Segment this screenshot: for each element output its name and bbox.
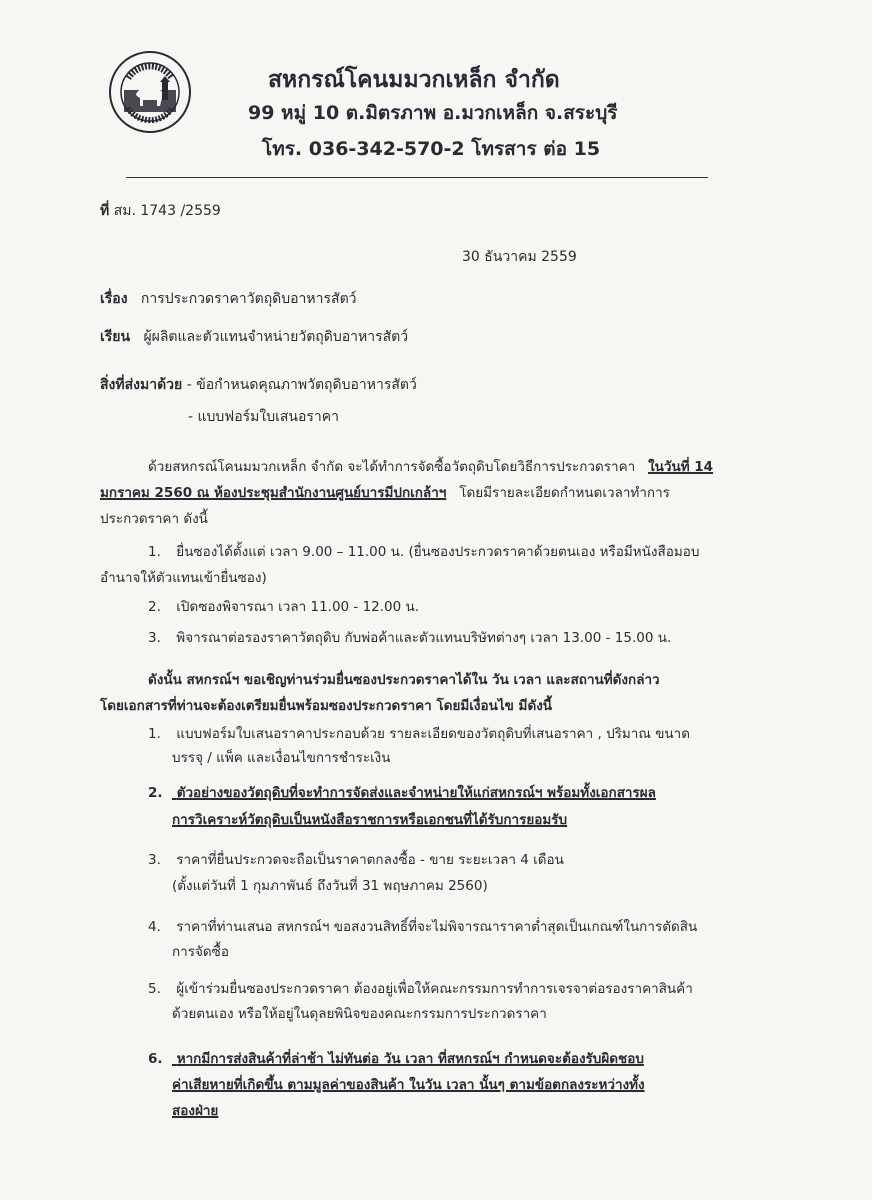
condition-item bbox=[148, 1047, 644, 1069]
enclosure-item: - แบบฟอร์มใบเสนอราคา bbox=[188, 409, 340, 425]
item-text: ตัวอย่างของวัตถุดิบที่จะทำการจัดส่งและจำหน่ายให้แก่สหกรณ์ฯ พร้อมทั้งเอกสารผล bbox=[176, 785, 656, 801]
condition-item-cont: การจัดซื้อ bbox=[172, 944, 229, 960]
header-divider bbox=[126, 177, 708, 178]
subject-text: การประกวดราคาวัตถุดิบอาหารสัตว์ bbox=[140, 291, 357, 307]
schedule-item-cont: อำนาจให้ตัวแทนเข้ายื่นซอง) bbox=[100, 570, 267, 586]
ref-label: ที่ bbox=[100, 203, 110, 219]
item-text: ราคาที่ท่านเสนอ สหกรณ์ฯ ขอสงวนสิทธิ์ที่จะไม่พิจารณาราคาต่ำสุดเป็นเกณฑ์ในการตัดสิน bbox=[176, 919, 698, 935]
intro-text: โดยมีรายละเอียดกำหนดเวลาทำการ bbox=[459, 485, 670, 501]
to-text: ผู้ผลิตและตัวแทนจำหน่ายวัตถุดิบอาหารสัตว์ bbox=[143, 329, 409, 345]
org-address: 99 หมู่ 10 ต.มิตรภาพ อ.มวกเหล็ก จ.สระบุรี bbox=[248, 102, 618, 124]
org-name: สหกรณ์โคนมมวกเหล็ก จำกัด bbox=[268, 67, 560, 93]
item-number: 2. bbox=[148, 599, 161, 615]
schedule-item bbox=[148, 595, 419, 617]
item-text: เปิดซองพิจารณา เวลา 11.00 - 12.00 น. bbox=[176, 599, 420, 615]
condition-item bbox=[148, 977, 693, 999]
letter-date: 30 ธันวาคม 2559 bbox=[462, 249, 577, 265]
item-text: แบบฟอร์มใบเสนอราคาประกอบด้วย รายละเอียดของวัตถุดิบที่เสนอราคา , ปริมาณ ขนาด bbox=[176, 726, 690, 742]
condition-item-cont: การวิเคราะห์วัตถุดิบเป็นหนังสือราชการหรือเอกชนที่ได้รับการยอมรับ bbox=[172, 812, 568, 828]
item-number: 1. bbox=[148, 726, 161, 742]
item-number: 3. bbox=[148, 630, 161, 646]
intro-venue-emphasis: มกราคม 2560 ณ ห้องประชุมสำนักงานศูนย์บารมีปกเกล้าฯ bbox=[100, 485, 447, 501]
intro-line bbox=[100, 481, 670, 503]
item-number: 4. bbox=[148, 919, 161, 935]
item-text: ผู้เข้าร่วมยื่นซองประกวดราคา ต้องอยู่เพื่อให้คณะกรรมการทำการเจรจาต่อรองราคาสินค้า bbox=[176, 981, 693, 997]
item-number: 1. bbox=[148, 544, 161, 560]
schedule-item bbox=[148, 626, 671, 648]
enclosure-line bbox=[100, 374, 417, 396]
addressee-line bbox=[100, 326, 408, 348]
item-number: 2. bbox=[148, 785, 163, 801]
condition-item bbox=[148, 722, 690, 744]
enclosure-item: - ข้อกำหนดคุณภาพวัตถุดิบอาหารสัตว์ bbox=[186, 377, 417, 393]
intro-date-emphasis: ในวันที่ 14 bbox=[648, 459, 714, 475]
intro-line bbox=[148, 455, 713, 477]
item-number: 5. bbox=[148, 981, 161, 997]
condition-item-cont: ค่าเสียหายที่เกิดขึ้น ตามมูลค่าของสินค้า ในวัน เวลา นั้นๆ ตามข้อตกลงระหว่างทั้ง bbox=[172, 1077, 645, 1093]
conditions-intro: ดังนั้น สหกรณ์ฯ ขอเชิญท่านร่วมยื่นซองประกวดราคาได้ใน วัน เวลา และสถานที่ดังกล่าว bbox=[148, 672, 660, 688]
subject-label: เรื่อง bbox=[100, 291, 128, 307]
condition-item-cont: ด้วยตนเอง หรือให้อยู่ในดุลยพินิจของคณะกรรมการประกวดราคา bbox=[172, 1006, 547, 1022]
condition-item-cont: บรรจุ / แพ็ค และเงื่อนไขการชำระเงิน bbox=[172, 750, 391, 766]
item-number: 3. bbox=[148, 852, 161, 868]
conditions-intro: โดยเอกสารที่ท่านจะต้องเตรียมยื่นพร้อมซองประกวดราคา โดยมีเงื่อนไข มีดังนี้ bbox=[100, 698, 553, 714]
ref-value: สม. 1743 /2559 bbox=[113, 203, 221, 219]
org-phone: โทร. 036-342-570-2 โทรสาร ต่อ 15 bbox=[262, 138, 601, 160]
item-number: 6. bbox=[148, 1051, 163, 1067]
enclosure-label: สิ่งที่ส่งมาด้วย bbox=[100, 377, 183, 393]
item-text: พิจารณาต่อรองราคาวัตถุดิบ กับพ่อค้าและตัวแทนบริษัทต่างๆ เวลา 13.00 - 15.00 น. bbox=[176, 630, 672, 646]
schedule-item bbox=[148, 540, 699, 562]
cooperative-seal-logo bbox=[108, 50, 192, 134]
condition-item bbox=[148, 915, 697, 937]
condition-item-cont: (ตั้งแต่วันที่ 1 กุมภาพันธ์ ถึงวันที่ 31 พฤษภาคม 2560) bbox=[172, 878, 488, 894]
condition-item bbox=[148, 848, 564, 870]
intro-text: ด้วยสหกรณ์โคนมมวกเหล็ก จำกัด จะได้ทำการจัดซื้อวัตถุดิบโดยวิธีการประกวดราคา bbox=[148, 459, 636, 475]
to-label: เรียน bbox=[100, 329, 131, 345]
item-text: ยื่นซองได้ตั้งแต่ เวลา 9.00 – 11.00 น. (ยื่นซองประกวดราคาด้วยตนเอง หรือมีหนังสือมอบ bbox=[176, 544, 700, 560]
intro-line: ประกวดราคา ดังนี้ bbox=[100, 511, 208, 527]
condition-item bbox=[148, 781, 656, 803]
item-text: หากมีการส่งสินค้าที่ล่าช้า ไม่ทันต่อ วัน เวลา ที่สหกรณ์ฯ กำหนดจะต้องรับผิดชอบ bbox=[176, 1051, 644, 1067]
subject-line bbox=[100, 288, 357, 310]
reference-number bbox=[100, 200, 221, 222]
item-text: ราคาที่ยื่นประกวดจะถือเป็นราคาตกลงซื้อ - ขาย ระยะเวลา 4 เดือน bbox=[176, 852, 564, 868]
condition-item-cont: สองฝ่าย bbox=[172, 1103, 219, 1119]
